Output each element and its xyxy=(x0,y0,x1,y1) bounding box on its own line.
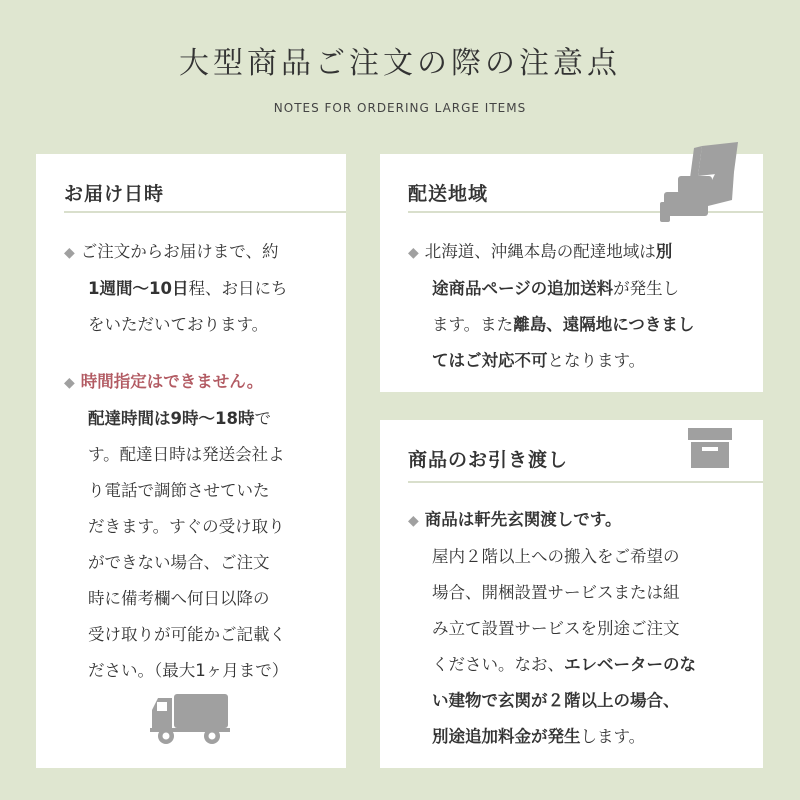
delivery-hours: 配達時間は9時〜18時 xyxy=(88,409,255,428)
text-highlight: 別 xyxy=(655,242,673,261)
diamond-bullet-icon: ◆ xyxy=(408,513,419,529)
delivery-card-title: お届け日時 xyxy=(64,183,165,205)
handover-heading: 商品は軒先玄関渡しです。 xyxy=(424,510,622,529)
elevator-highlight: い建物で玄関が２階以上の場合、 xyxy=(432,691,680,710)
box-icon xyxy=(688,428,732,468)
armchair-icon xyxy=(660,142,746,224)
area-note xyxy=(408,234,694,379)
extra-shipping-highlight: 途商品ページの追加送料 xyxy=(432,279,614,298)
text-line: み立て設置サービスを別途ご注文 xyxy=(432,619,680,638)
text-line: ご注文からお届けまで、約 xyxy=(80,242,279,261)
text-line: 屋内２階以上への搬入をご希望の xyxy=(432,547,680,566)
text-line: 北海道、沖縄本島の配達地域は xyxy=(424,242,656,261)
text-line: ができない場合、ご注文 xyxy=(88,553,270,572)
diamond-bullet-icon: ◆ xyxy=(64,245,75,261)
elevator-highlight: エレベーターのな xyxy=(564,655,696,674)
area-card-title: 配送地域 xyxy=(408,183,489,205)
text-line: が発生し xyxy=(613,279,680,298)
text-line: ます。また xyxy=(432,315,514,334)
text-line: をいただいております。 xyxy=(88,315,269,334)
text-line: となります。 xyxy=(547,351,646,370)
time-warning-heading: 時間指定はできません。 xyxy=(80,372,264,391)
lead-time-highlight: 1週間〜10日 xyxy=(88,279,189,298)
text-line: で xyxy=(254,409,271,428)
divider xyxy=(64,211,346,213)
remote-area-highlight: 離島、遠隔地につきまし xyxy=(513,315,695,334)
text-line: ださい。（最大1ヶ月まで） xyxy=(88,661,289,680)
text-line: します。 xyxy=(580,727,646,746)
text-line: 程、お日にち xyxy=(188,279,288,298)
text-line: り電話で調節させていた xyxy=(88,481,270,500)
text-line: ください。なお、 xyxy=(432,655,564,674)
text-line: 場合、開梱設置サービスまたは組 xyxy=(432,583,680,602)
delivery-time-note xyxy=(64,364,288,689)
handover-card-title: 商品のお引き渡し xyxy=(408,449,569,471)
text-line: だきます。すぐの受け取り xyxy=(88,517,285,536)
text-line: 時に備考欄へ何日以降の xyxy=(88,589,270,608)
divider xyxy=(408,481,763,483)
page-title: 大型商品ご注文の際の注意点 xyxy=(179,46,621,81)
handover-note xyxy=(408,502,696,755)
delivery-lead-time xyxy=(64,234,287,343)
handover-card xyxy=(380,420,763,768)
extra-fee-highlight: 別途追加料金が発生 xyxy=(432,727,581,746)
not-available-highlight: てはご対応不可 xyxy=(432,351,548,370)
truck-icon xyxy=(150,690,230,746)
area-card xyxy=(380,154,763,392)
diamond-bullet-icon: ◆ xyxy=(64,375,75,391)
diamond-bullet-icon: ◆ xyxy=(408,245,419,261)
delivery-card xyxy=(36,154,346,768)
text-line: 受け取りが可能かご記載く xyxy=(88,625,286,644)
text-line: す。配達日時は発送会社よ xyxy=(88,445,285,464)
page-subtitle: NOTES FOR ORDERING LARGE ITEMS xyxy=(273,101,527,115)
